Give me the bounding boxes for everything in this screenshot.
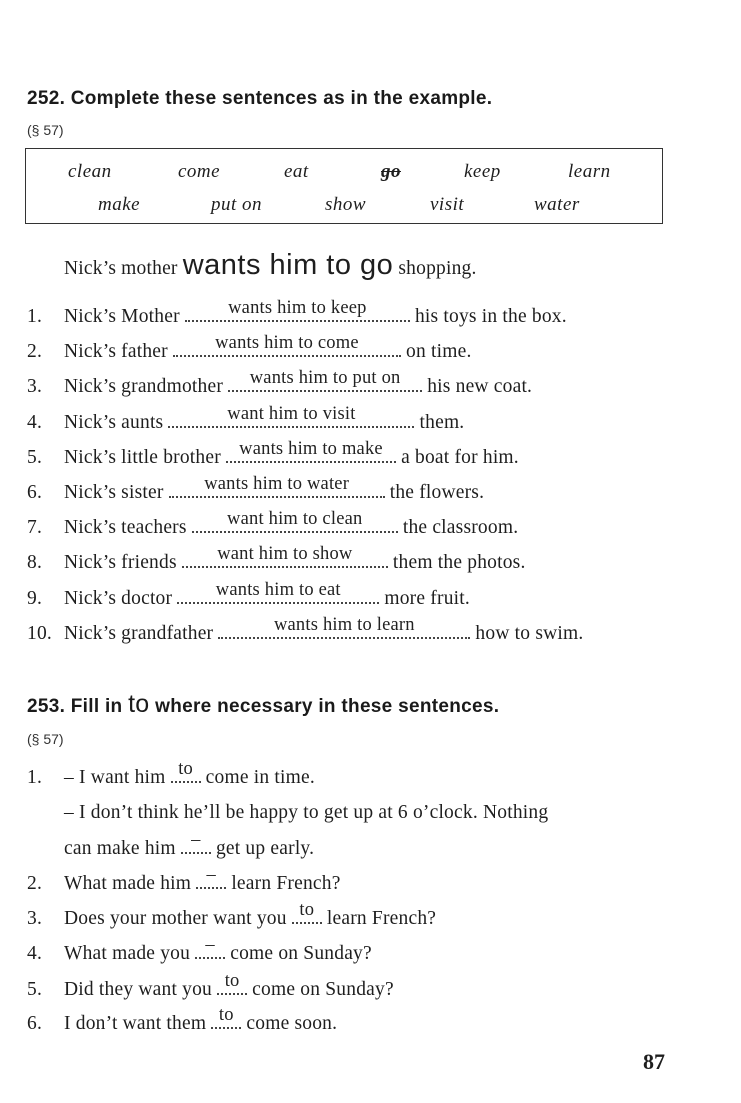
item-number: 4. <box>27 943 43 964</box>
handwritten-answer: to <box>224 971 240 991</box>
answer-blank[interactable] <box>196 865 226 889</box>
handwritten-answer: to <box>299 900 315 920</box>
ex252-item-7 <box>27 509 519 543</box>
item-text-before: can make him <box>64 838 176 859</box>
example-sentence <box>64 250 477 280</box>
item-text-after: come on Sunday? <box>252 979 394 1000</box>
handwritten-answer: wants him to learn <box>273 615 415 635</box>
item-number: 2. <box>27 341 43 362</box>
ex252-item-10 <box>27 615 584 649</box>
answer-blank[interactable] <box>292 900 322 924</box>
item-text-after: on time. <box>406 341 472 362</box>
item-text-after: learn French? <box>326 908 437 929</box>
item-text-after: come on Sunday? <box>230 943 372 964</box>
handwritten-answer: wants him to put on <box>249 368 401 388</box>
item-text-before: Nick’s little brother <box>64 447 221 468</box>
item-number: 10. <box>27 623 52 644</box>
item-number: 6. <box>27 482 43 503</box>
handwritten-answer: wants him to eat <box>215 580 341 600</box>
ex252-item-5 <box>27 439 519 473</box>
ex252-item-4 <box>27 404 465 438</box>
handwritten-answer: want him to visit <box>227 404 356 424</box>
item-text-after: his toys in the box. <box>414 306 567 327</box>
item-number: 4. <box>27 412 43 433</box>
item-text-after: come soon. <box>246 1013 338 1034</box>
item-text-before: Nick’s grandfather <box>64 623 214 644</box>
answer-blank[interactable] <box>218 615 470 639</box>
handwritten-answer: – <box>206 865 216 885</box>
handwritten-answer: wants him to keep <box>228 298 367 318</box>
ex252-item-9 <box>27 580 470 614</box>
item-text-before: Nick’s sister <box>64 482 164 503</box>
handwritten-answer: – <box>205 935 215 955</box>
item-number: 1. <box>27 767 43 788</box>
item-number: 8. <box>27 552 43 573</box>
word-water: water <box>534 194 580 215</box>
word-visit: visit <box>430 194 465 215</box>
item-number: 3. <box>27 376 43 397</box>
item-text-after: how to swim. <box>475 623 584 644</box>
handwritten-answer: – <box>191 830 201 850</box>
item-text-before: Nick’s grandmother <box>64 376 224 397</box>
item-number: 9. <box>27 588 43 609</box>
item-text-before: – I don’t think he’ll be happy to get up at 6 o’clock. Nothing <box>64 802 549 823</box>
ex253-item-4 <box>27 935 372 969</box>
item-number: 1. <box>27 306 43 327</box>
heading-253-part1: 253. Fill in <box>27 696 123 717</box>
word-box <box>25 148 663 224</box>
item-text-before: Nick’s teachers <box>64 517 187 538</box>
answer-blank[interactable] <box>195 935 225 959</box>
handwritten-answer: wants him to make <box>239 439 383 459</box>
item-text-after: the flowers. <box>389 482 485 503</box>
item-text-before: Does your mother want you <box>64 908 287 929</box>
word-learn: learn <box>568 161 611 182</box>
handwritten-answer: wants him to water <box>204 474 350 494</box>
handwritten-answer: wants him to come <box>215 333 359 353</box>
ex252-item-8 <box>27 544 526 578</box>
example-after: shopping. <box>398 258 477 279</box>
handwritten-answer: want him to show <box>217 544 353 564</box>
example-before: Nick’s mother <box>64 258 178 279</box>
answer-blank[interactable] <box>217 971 247 995</box>
item-text-before: I don’t want them <box>64 1013 207 1034</box>
answer-blank[interactable] <box>168 404 414 428</box>
item-text-before: – I want him <box>64 767 166 788</box>
exercise-253-heading <box>27 690 499 719</box>
answer-blank[interactable] <box>226 439 396 463</box>
ex253-item-3 <box>27 900 437 934</box>
item-text-after: more fruit. <box>384 588 470 609</box>
ex253-item-1-line3 <box>64 830 315 864</box>
item-text-before: Nick’s aunts <box>64 412 164 433</box>
ex253-item-6 <box>27 1005 338 1039</box>
item-text-after: come in time. <box>205 767 315 788</box>
item-text-before: Nick’s friends <box>64 552 177 573</box>
ex253-item-1-line2 <box>64 798 548 828</box>
answer-blank[interactable] <box>169 474 385 498</box>
answer-blank[interactable] <box>173 333 401 357</box>
exercise-252-heading: 252. Complete these sentences as in the example. <box>27 88 493 109</box>
item-text-after: them the photos. <box>392 552 526 573</box>
item-text-after: a boat for him. <box>401 447 519 468</box>
answer-blank[interactable] <box>181 830 211 854</box>
word-put-on: put on <box>211 194 263 215</box>
ex253-item-5 <box>27 971 394 1005</box>
word-show: show <box>325 194 367 215</box>
handwritten-answer: want him to clean <box>227 509 363 529</box>
ex252-item-3 <box>27 368 533 402</box>
answer-blank[interactable] <box>177 580 379 604</box>
item-number: 5. <box>27 979 43 1000</box>
exercise-253-reference: (§ 57) <box>27 731 64 747</box>
word-keep: keep <box>464 161 501 182</box>
ex253-item-2 <box>27 865 341 899</box>
item-text-before: What made you <box>64 943 191 964</box>
handwritten-answer: to <box>218 1005 234 1025</box>
page-number: 87 <box>643 1049 665 1074</box>
item-text-before: Nick’s doctor <box>64 588 173 609</box>
heading-253-to: to <box>128 690 150 718</box>
answer-blank[interactable] <box>228 368 422 392</box>
ex253-item-1 <box>27 759 315 793</box>
answer-blank[interactable] <box>182 544 388 568</box>
word-come: come <box>178 161 221 182</box>
item-text-after: get up early. <box>215 838 315 859</box>
item-number: 3. <box>27 908 43 929</box>
item-text-before: Did they want you <box>64 979 213 1000</box>
answer-blank[interactable] <box>211 1005 241 1029</box>
item-text-after: the classroom. <box>402 517 519 538</box>
item-text-before: Nick’s father <box>64 341 168 362</box>
item-number: 7. <box>27 517 43 538</box>
answer-blank[interactable] <box>171 759 201 783</box>
item-text-after: learn French? <box>231 873 341 894</box>
item-number: 5. <box>27 447 43 468</box>
item-text-before: Nick’s Mother <box>64 306 180 327</box>
word-clean: clean <box>68 161 112 182</box>
ex252-item-6 <box>27 474 485 508</box>
answer-blank[interactable] <box>185 298 410 322</box>
item-number: 6. <box>27 1013 43 1034</box>
handwritten-answer: to <box>178 759 193 779</box>
item-text-after: his new coat. <box>427 376 533 397</box>
answer-blank[interactable] <box>192 509 398 533</box>
ex252-item-2 <box>27 333 472 367</box>
example-answer: wants him to go <box>182 249 394 281</box>
item-number: 2. <box>27 873 43 894</box>
exercise-252-reference: (§ 57) <box>27 122 64 138</box>
item-text-before: What made him <box>64 873 192 894</box>
item-text-after: them. <box>419 412 465 433</box>
ex252-item-1 <box>27 298 567 332</box>
heading-253-part2: where necessary in these sentences. <box>155 696 500 717</box>
word-go-crossed-out: go <box>381 161 401 182</box>
word-eat: eat <box>284 161 309 182</box>
word-make: make <box>98 194 141 215</box>
